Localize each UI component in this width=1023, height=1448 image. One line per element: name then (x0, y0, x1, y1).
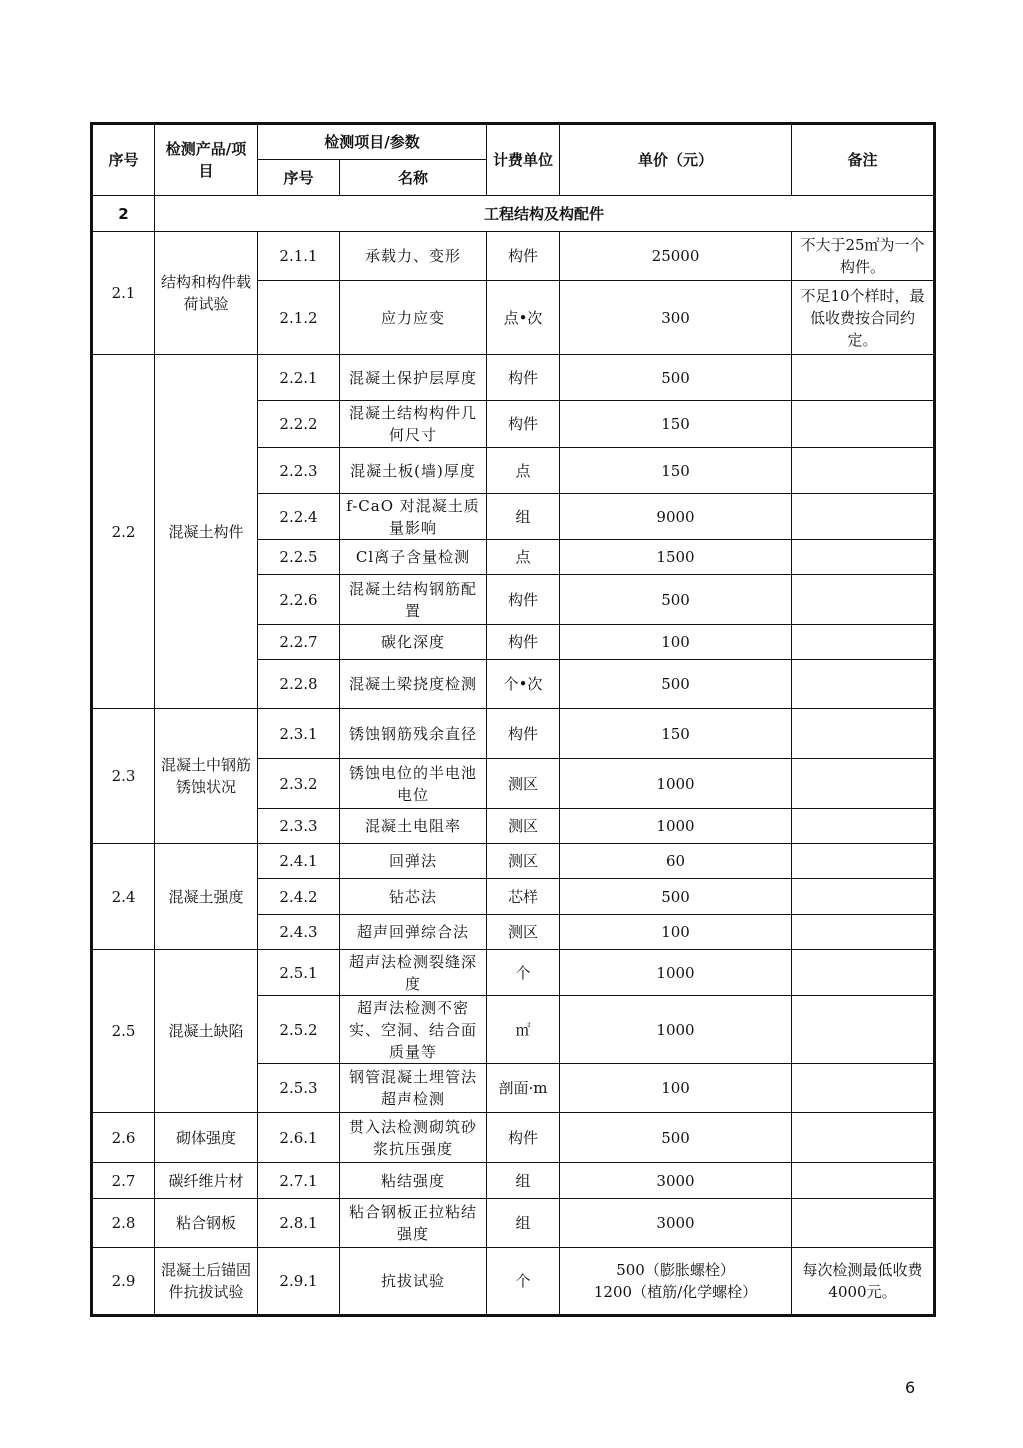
price-line-2: 1200（植筋/化学螺栓） (593, 1283, 758, 1301)
item-price: 150 (560, 448, 792, 494)
item-unit: 个 (487, 950, 560, 996)
table-row (92, 709, 935, 759)
item-price: 500 (560, 355, 792, 401)
item-note (792, 1064, 935, 1113)
item-unit: 剖面·m (487, 1064, 560, 1113)
item-name: 混凝土电阻率 (340, 809, 487, 844)
item-seq: 2.8.1 (258, 1199, 340, 1248)
item-seq: 2.9.1 (258, 1248, 340, 1316)
header-row-1 (92, 124, 935, 160)
item-seq: 2.2.4 (258, 494, 340, 540)
item-price: 60 (560, 844, 792, 879)
header-note: 备注 (792, 124, 935, 196)
header-params-group: 检测项目/参数 (258, 124, 487, 160)
item-name: 钻芯法 (340, 879, 487, 915)
item-seq: 2.5.3 (258, 1064, 340, 1113)
item-seq: 2.2.2 (258, 401, 340, 448)
item-unit: 个•次 (487, 660, 560, 709)
item-note (792, 809, 935, 844)
price-line-1: 500（膨胀螺栓） (616, 1261, 735, 1279)
item-name: 混凝土梁挠度检测 (340, 660, 487, 709)
item-note: 不足10个样时，最低收费按合同约定。 (792, 281, 935, 355)
item-note (792, 950, 935, 996)
item-note (792, 401, 935, 448)
item-seq: 2.1.2 (258, 281, 340, 355)
item-seq: 2.2.1 (258, 355, 340, 401)
item-name: 抗拔试验 (340, 1248, 487, 1316)
item-seq: 2.2.6 (258, 575, 340, 625)
item-unit: 构件 (487, 232, 560, 281)
item-note (792, 1163, 935, 1199)
item-price: 3000 (560, 1163, 792, 1199)
item-note (792, 996, 935, 1064)
item-price: 500 (560, 660, 792, 709)
group-product: 碳纤维片材 (155, 1163, 258, 1199)
item-price: 500 (560, 1113, 792, 1163)
item-seq: 2.3.2 (258, 759, 340, 809)
group-product: 混凝土构件 (155, 355, 258, 709)
item-unit: 构件 (487, 1113, 560, 1163)
item-unit: ㎡ (487, 996, 560, 1064)
item-name: 锈蚀电位的半电池电位 (340, 759, 487, 809)
item-name: 锈蚀钢筋残余直径 (340, 709, 487, 759)
item-price: 100 (560, 625, 792, 660)
item-name: 混凝土板(墙)厚度 (340, 448, 487, 494)
item-note (792, 759, 935, 809)
group-seq: 2.1 (92, 232, 155, 355)
group-seq: 2.3 (92, 709, 155, 844)
item-name: Cl离子含量检测 (340, 540, 487, 575)
group-product: 砌体强度 (155, 1113, 258, 1163)
item-price: 100 (560, 1064, 792, 1113)
item-unit: 点 (487, 448, 560, 494)
table-row (92, 355, 935, 401)
item-price: 1500 (560, 540, 792, 575)
item-seq: 2.2.5 (258, 540, 340, 575)
item-unit: 芯样 (487, 879, 560, 915)
table-row (92, 844, 935, 879)
item-seq: 2.4.3 (258, 915, 340, 950)
group-product: 结构和构件载荷试验 (155, 232, 258, 355)
item-unit: 组 (487, 1163, 560, 1199)
item-price: 300 (560, 281, 792, 355)
item-price: 150 (560, 401, 792, 448)
header-param-name: 名称 (340, 160, 487, 196)
table-row (92, 1113, 935, 1163)
item-note (792, 709, 935, 759)
group-seq: 2.2 (92, 355, 155, 709)
item-price: 1000 (560, 996, 792, 1064)
item-price: 1000 (560, 950, 792, 996)
item-seq: 2.7.1 (258, 1163, 340, 1199)
section-title: 工程结构及构配件 (155, 196, 935, 232)
item-name: 碳化深度 (340, 625, 487, 660)
item-seq: 2.3.3 (258, 809, 340, 844)
item-name: 回弹法 (340, 844, 487, 879)
item-price: 500 (560, 879, 792, 915)
section-seq: 2 (92, 196, 155, 232)
table-row (92, 950, 935, 996)
item-unit: 构件 (487, 401, 560, 448)
header-price: 单价（元） (560, 124, 792, 196)
item-seq: 2.1.1 (258, 232, 340, 281)
header-unit: 计费单位 (487, 124, 560, 196)
group-seq: 2.6 (92, 1113, 155, 1163)
item-seq: 2.2.8 (258, 660, 340, 709)
group-product: 粘合钢板 (155, 1199, 258, 1248)
group-product: 混凝土中钢筋锈蚀状况 (155, 709, 258, 844)
group-seq: 2.5 (92, 950, 155, 1113)
item-note (792, 1113, 935, 1163)
section-row (92, 196, 935, 232)
group-seq: 2.9 (92, 1248, 155, 1316)
item-unit: 构件 (487, 709, 560, 759)
table-row (92, 232, 935, 281)
item-seq: 2.4.1 (258, 844, 340, 879)
group-product: 混凝土强度 (155, 844, 258, 950)
item-unit: 测区 (487, 759, 560, 809)
item-name: 混凝土结构构件几何尺寸 (340, 401, 487, 448)
item-note (792, 879, 935, 915)
item-seq: 2.5.1 (258, 950, 340, 996)
item-note (792, 844, 935, 879)
item-unit: 点•次 (487, 281, 560, 355)
item-name: 超声法检测裂缝深度 (340, 950, 487, 996)
item-seq: 2.3.1 (258, 709, 340, 759)
item-note (792, 1199, 935, 1248)
item-seq: 2.6.1 (258, 1113, 340, 1163)
group-seq: 2.8 (92, 1199, 155, 1248)
item-unit: 个 (487, 1248, 560, 1316)
item-unit: 组 (487, 1199, 560, 1248)
item-unit: 测区 (487, 809, 560, 844)
item-seq: 2.2.7 (258, 625, 340, 660)
item-note (792, 915, 935, 950)
table-row (92, 1199, 935, 1248)
item-seq: 2.4.2 (258, 879, 340, 915)
item-name: 超声回弹综合法 (340, 915, 487, 950)
item-name: f-CaO 对混凝土质量影响 (340, 494, 487, 540)
header-param-seq: 序号 (258, 160, 340, 196)
item-name: 粘合钢板正拉粘结强度 (340, 1199, 487, 1248)
item-name: 贯入法检测砌筑砂浆抗压强度 (340, 1113, 487, 1163)
group-product: 混凝土后锚固件抗拔试验 (155, 1248, 258, 1316)
item-note (792, 355, 935, 401)
item-note: 每次检测最低收费4000元。 (792, 1248, 935, 1316)
item-unit: 构件 (487, 355, 560, 401)
item-price: 25000 (560, 232, 792, 281)
item-unit: 组 (487, 494, 560, 540)
item-name: 承载力、变形 (340, 232, 487, 281)
item-seq: 2.2.3 (258, 448, 340, 494)
item-unit: 点 (487, 540, 560, 575)
item-note: 不大于25㎡为一个构件。 (792, 232, 935, 281)
item-unit: 测区 (487, 844, 560, 879)
item-name: 粘结强度 (340, 1163, 487, 1199)
item-note (792, 575, 935, 625)
fee-table (90, 122, 936, 1317)
item-unit: 构件 (487, 625, 560, 660)
table-row (92, 1163, 935, 1199)
item-note (792, 448, 935, 494)
group-product: 混凝土缺陷 (155, 950, 258, 1113)
item-price: 1000 (560, 809, 792, 844)
item-price: 100 (560, 915, 792, 950)
table-row (92, 1248, 935, 1316)
group-seq: 2.4 (92, 844, 155, 950)
item-price (560, 1248, 792, 1316)
item-note (792, 494, 935, 540)
item-unit: 构件 (487, 575, 560, 625)
item-unit: 测区 (487, 915, 560, 950)
item-name: 混凝土结构钢筋配置 (340, 575, 487, 625)
group-seq: 2.7 (92, 1163, 155, 1199)
item-seq: 2.5.2 (258, 996, 340, 1064)
item-note (792, 660, 935, 709)
item-name: 超声法检测不密实、空洞、结合面质量等 (340, 996, 487, 1064)
item-price: 3000 (560, 1199, 792, 1248)
item-price: 9000 (560, 494, 792, 540)
header-seq: 序号 (92, 124, 155, 196)
item-note (792, 540, 935, 575)
item-name: 混凝土保护层厚度 (340, 355, 487, 401)
item-name: 应力应变 (340, 281, 487, 355)
page-number: 6 (905, 1378, 916, 1397)
item-price: 500 (560, 575, 792, 625)
header-product: 检测产品/项目 (155, 124, 258, 196)
item-note (792, 625, 935, 660)
item-name: 钢管混凝土埋管法超声检测 (340, 1064, 487, 1113)
item-price: 150 (560, 709, 792, 759)
item-price: 1000 (560, 759, 792, 809)
